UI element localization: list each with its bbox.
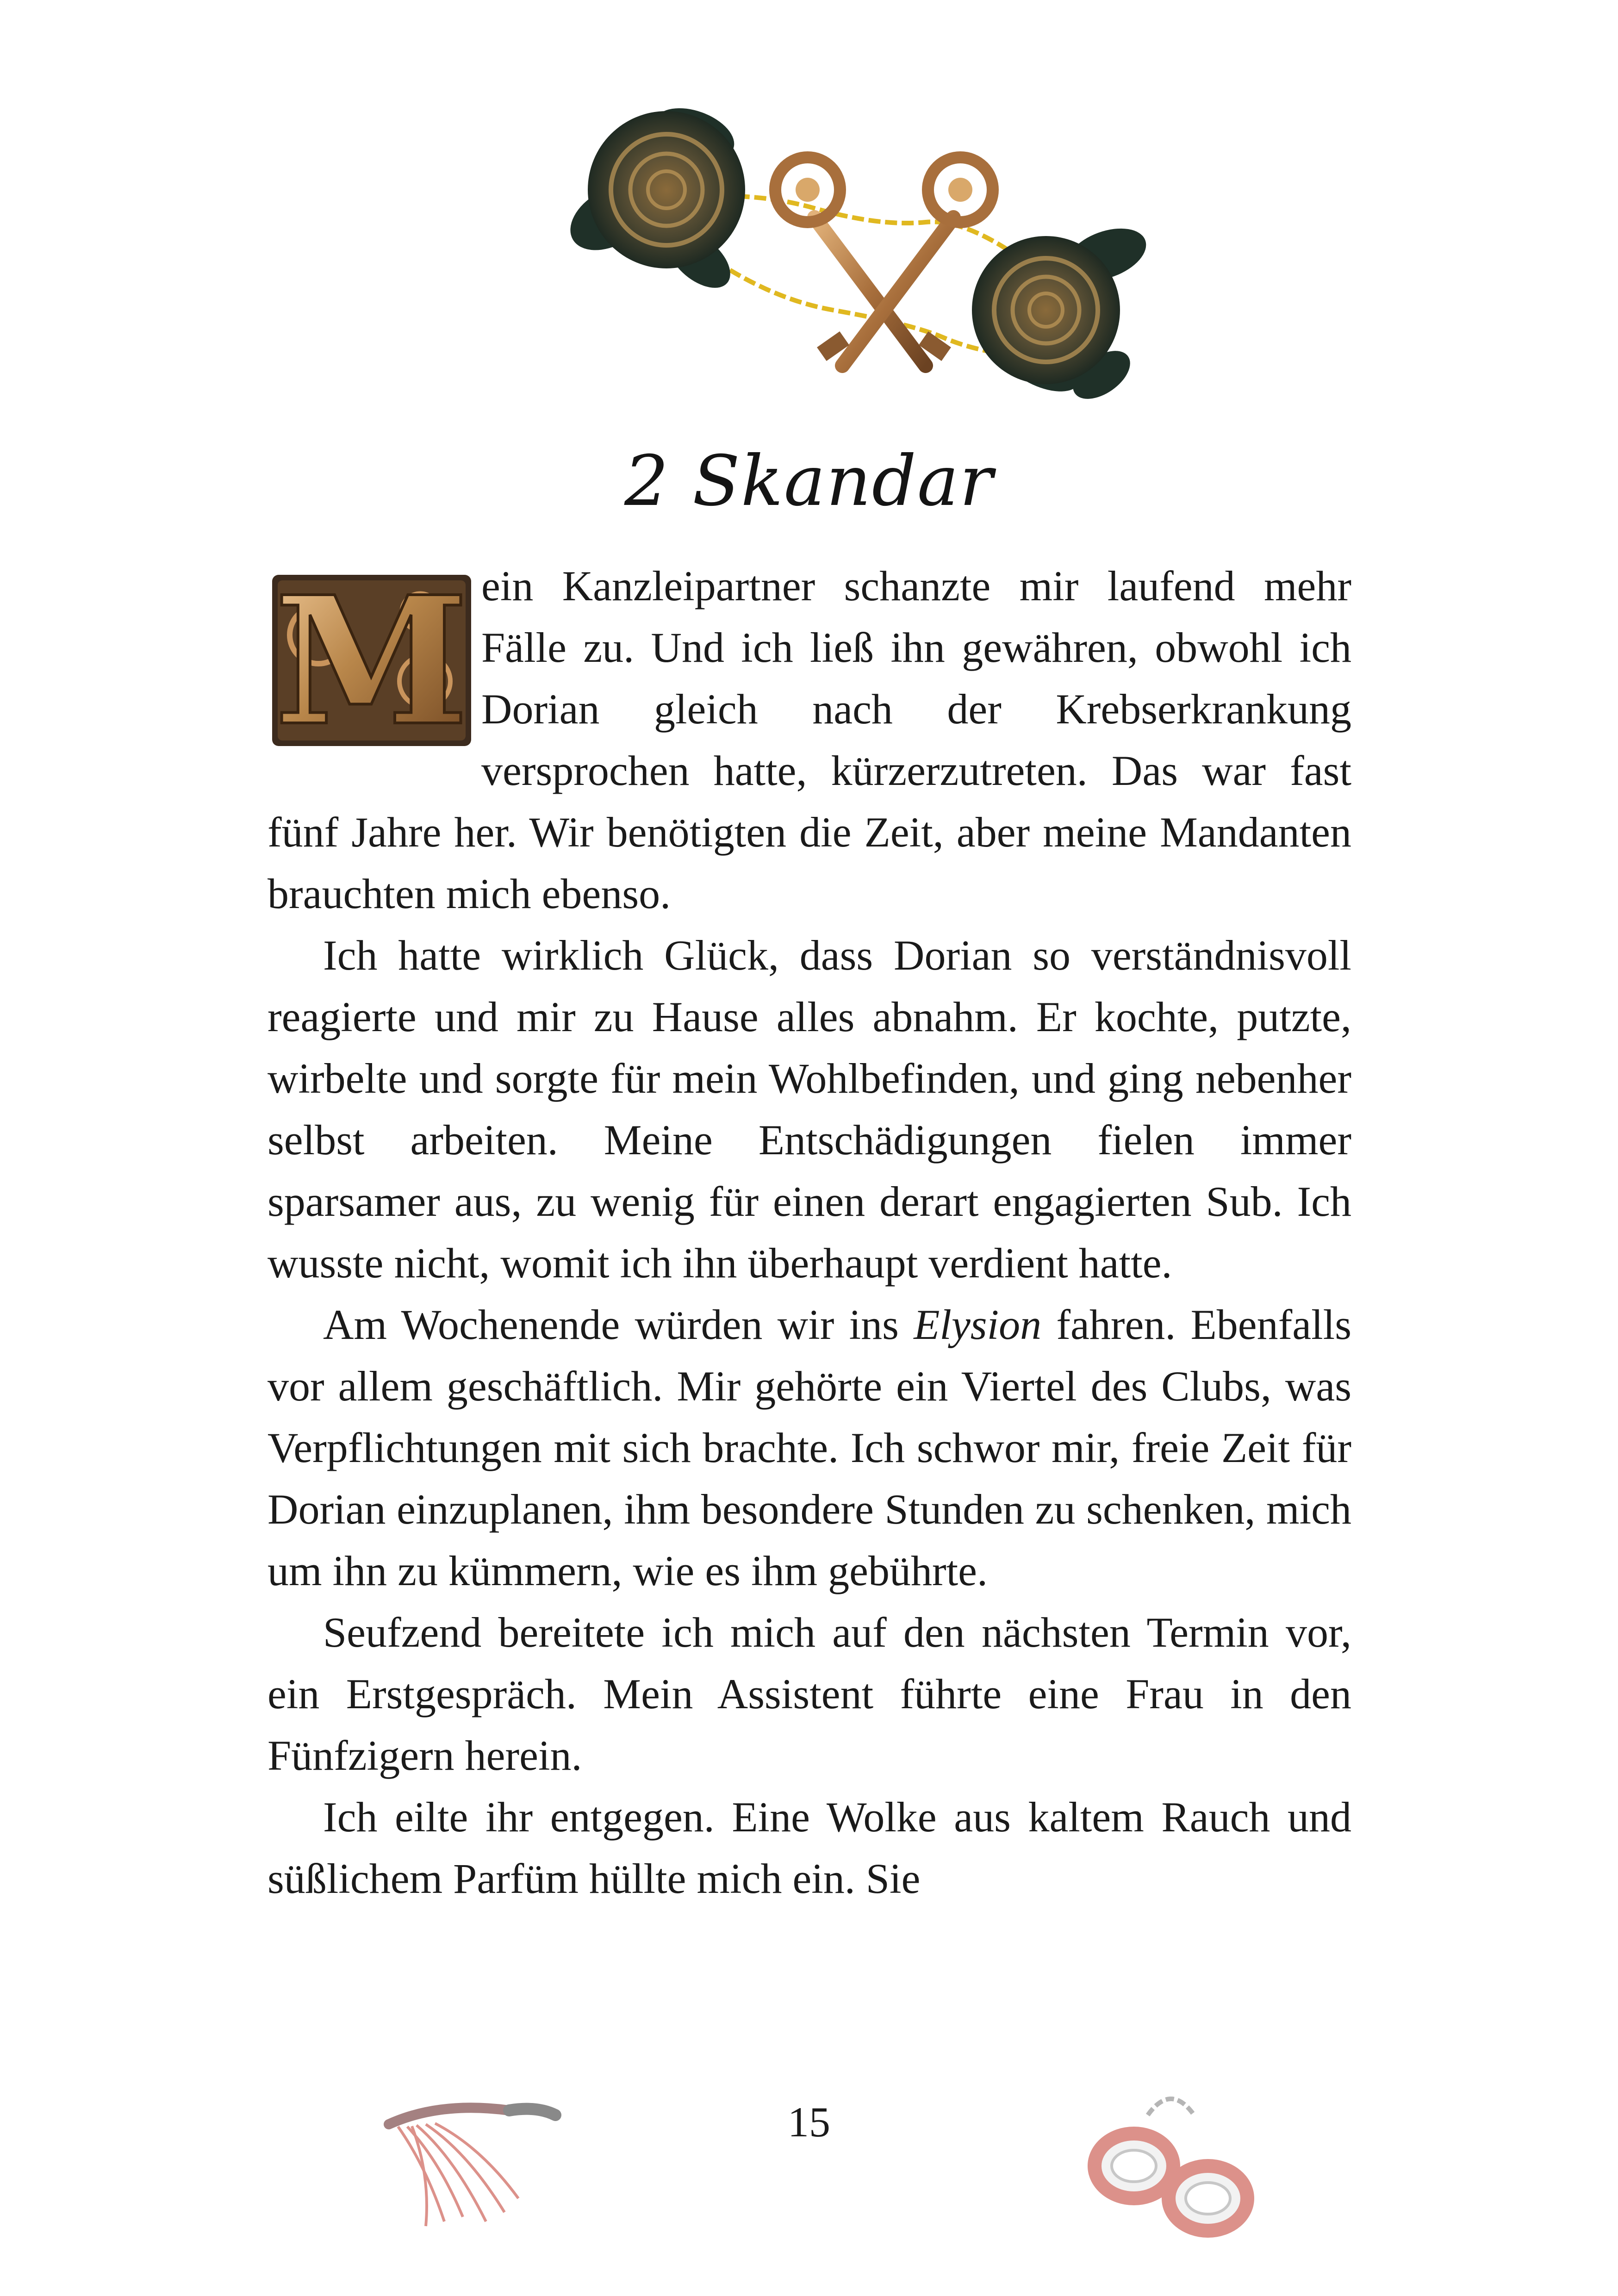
- cuffs-icon: [1078, 2073, 1263, 2249]
- paragraph-3: Am Wochenende würden wir ins Elysion fahren. Ebenfalls vor allem geschäftlich. Mir gehörte ein Viertel des Clubs, was Verpflichtungen mit sich brachte. Ich schwor mir, freie Zeit für Dorian einzuplanen, ihm besondere Stunden zu schenken, mich um ihn zu kümmern, wie es ihm gebührte.: [268, 1301, 1351, 1594]
- club-name-emphasis: Elysion: [914, 1301, 1042, 1348]
- page-number: 15: [788, 2098, 830, 2146]
- paragraph-4: Seufzend bereitete ich mich auf den nächsten Termin vor, ein Erstgespräch. Mein Assistent führte eine Frau in den Fünfzigern herein.: [268, 1609, 1351, 1779]
- chapter-body: [268, 555, 1351, 1910]
- drop-cap-letter: M: [274, 566, 469, 751]
- paragraph-1: M ein Kanzleipartner schanzte mir laufend mehr Fälle zu. Und ich ließ ihn gewähren, obwohl ich Dorian gleich nach der Krebserkrankung versprochen hatte, kürzerzutreten. Das war fast fünf Jahre her. Wir benötigten die Zeit, aber meine Mandanten brauchten mich ebenso.: [268, 555, 1351, 925]
- crossed-keys-icon: [775, 157, 993, 366]
- roses-and-crossed-keys-ornament: [555, 79, 1157, 421]
- paragraph-5: Ich eilte ihr entgegen. Eine Wolke aus kaltem Rauch und süßlichem Parfüm hüllte mich ein. Sie: [268, 1793, 1351, 1902]
- chapter-title: 2 Skandar: [624, 441, 994, 522]
- paragraph-2: Ich hatte wirklich Glück, dass Dorian so verständnisvoll reagierte und mir zu Hause alles abnahm. Er kochte, putzte, wirbelte und sorgte für mein Wohlbefinden, und ging nebenher selbst arbeiten. Meine Entschädigungen fielen immer sparsamer aus, zu wenig für einen derart engagierten Sub. Ich wusste nicht, womit ich ihn überhaupt verdient hatte.: [268, 932, 1351, 1287]
- rose-left-icon: [559, 98, 745, 299]
- drop-cap-m-icon: [268, 566, 476, 751]
